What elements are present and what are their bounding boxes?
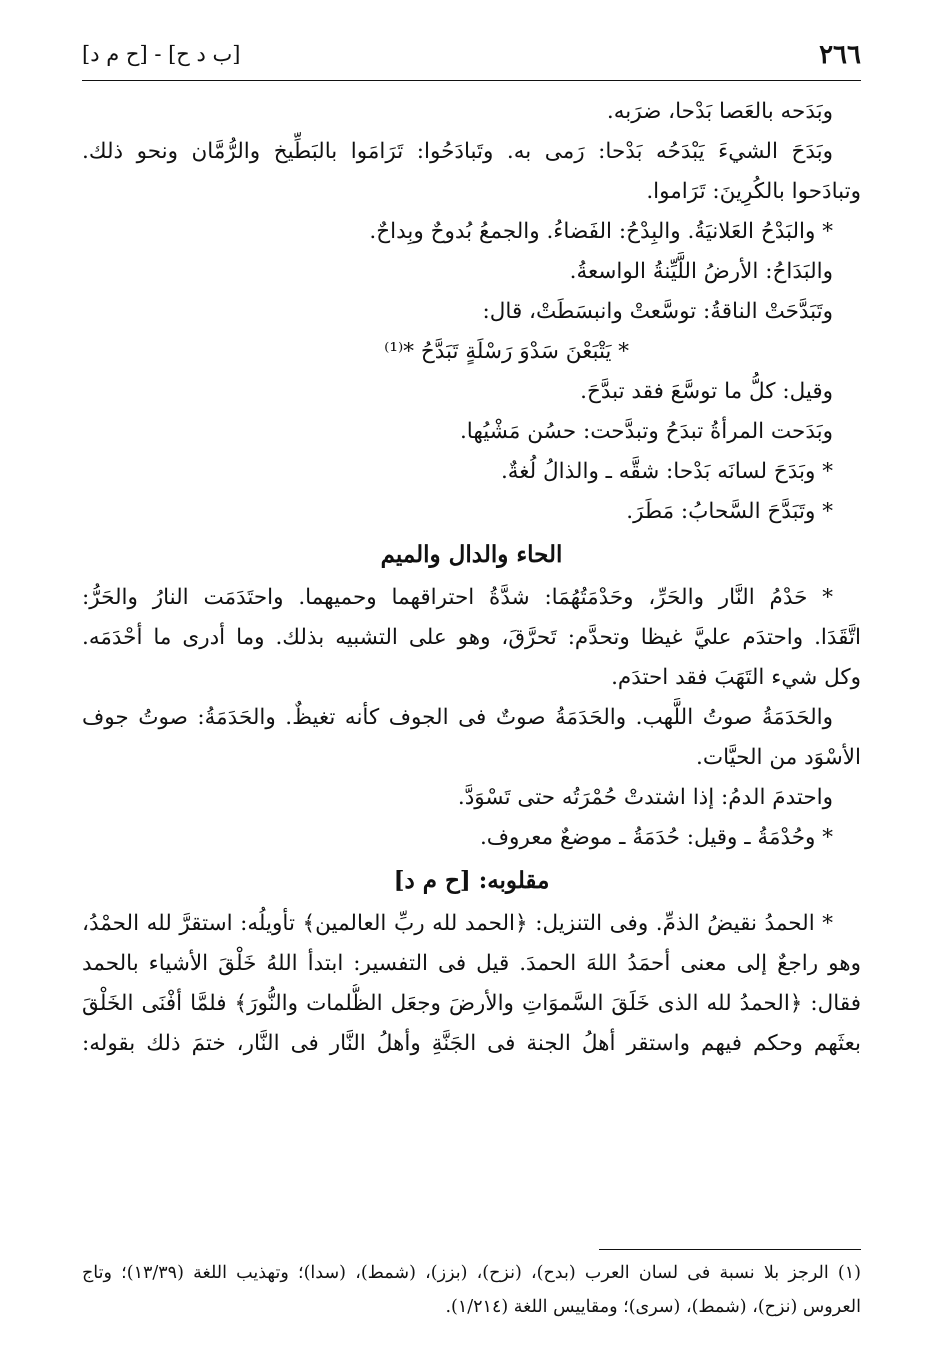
footnotes: [82, 1256, 861, 1324]
text-line: الأسْوَد من الحيَّات.: [696, 745, 861, 770]
section-heading: الحاء والدال والميم: [380, 541, 563, 568]
text-line: * وتَبَدَّحَ السَّحابُ: مَطَرَ.: [626, 499, 833, 524]
text-line: * حَدْمُ النَّار والحَرِّ، وحَدْمَتُهُمَا: شدَّةُ احتراقهما وحميهما. واحتَدَمَت النارُ والحَرُّ:: [82, 585, 833, 610]
text-line: وتبادَحوا بالكُرِينَ: تَرَاموا.: [646, 179, 861, 204]
page-header: [82, 36, 861, 81]
text-line: واحتدمَ الدمُ: إذا اشتدتْ حُمْرَتُه حتى تَسْوَدَّ.: [457, 785, 833, 810]
header-roots: [ب د ح] - [ح م د]: [82, 42, 241, 66]
text-line: وهو راجعٌ إلى معنى أحمَدُ اللهَ الحمدَ. قيل فى التفسير: ابتدأ اللهُ خَلْقَ الأشياء بالحمد: [82, 951, 861, 976]
text-line: * والبَدْحُ العَلانيَةُ. والبِدْحُ: الفَضاءُ. والجمعُ بُدوحٌ وبِداحٌ.: [369, 219, 833, 244]
text-line: والحَدَمَةُ صوتُ اللَّهب. والحَدَمَةُ صوتٌ فى الجوف كأنه تغيظٌ. والحَدَمَةُ: صوتُ جوف: [82, 705, 833, 730]
text-line: * وبَدَحَ لسانَه بَدْحا: شقَّه ـ والذالُ لُغةٌ.: [500, 459, 833, 484]
text-line: وبَدَحه بالعَصا بَدْحا، ضرَبه.: [606, 99, 833, 124]
text-line: وكل شيء التَهَبَ فقد احتدَم.: [611, 665, 861, 690]
text-line: وتَبَدَّحَتْ الناقةُ: توسَّعتْ وانبسَطَتْ، قال:: [482, 299, 833, 324]
footnote-line: العروس (نزح)، (شمط)، (سرى)؛ ومقاييس اللغة (١/٢١٤).: [445, 1297, 861, 1317]
text-line: * يَتْبَعْنَ سَدْوَ رَسْلَةٍ تَبَدَّحُ *⁽¹⁾: [384, 339, 629, 364]
footnote-divider: [599, 1249, 861, 1250]
text-line: بعثَهم وحكم فيهم واستقر أهلُ الجنة فى الجَنَّةِ وأهلُ النَّار فى النَّار، ختمَ ذلك بقوله:: [82, 1031, 861, 1056]
text-line: * وحُدْمَةُ ـ وقيل: حُدَمَةُ ـ موضعٌ معروف.: [479, 825, 833, 850]
text-line: اتَّقَدَا. واحتدَم عليَّ غيظا وتحدَّم: تَحرَّقَ، وهو على التشبيه بذلك. وما أدرى ما أحْدَمَه.: [82, 625, 861, 650]
text-line: والبَدَاحُ: الأرضُ اللَّيِّنةُ الواسعةُ.: [569, 259, 833, 284]
text-line: وبَدَحَ الشيءَ يَبْدَحُه بَدْحا: رَمى به. وتَبادَحُوا: تَرَامَوا بالبَطِّيخ والرُّمَّان ونحو ذلك.: [82, 139, 833, 164]
text-line: * الحمدُ نقيضُ الذمِّ. وفى التنزيل: ﴿الحمد لله ربِّ العالمين﴾ تأويلُه: استقرَّ لله الحمْدُ،: [82, 911, 833, 936]
section-heading: مقلوبه: [ح م د]: [393, 867, 550, 894]
main-text: [82, 92, 861, 1064]
page-number: ٢٦٦: [819, 40, 861, 70]
text-line: وبَدَحت المرأةُ تبدَحُ وتبدَّحت: حسُن مَشْيُها.: [459, 419, 833, 444]
text-line: فقال: ﴿الحمدُ لله الذى خَلَقَ السَّموَاتِ والأرضَ وجعَل الظُّلمات والنُّورَ﴾ فلمَّا أفْنَى الخَلْقَ: [82, 991, 861, 1016]
text-line: وقيل: كلُّ ما توسَّعَ فقد تبدَّحَ.: [580, 379, 833, 404]
footnote-line: (١) الرجز بلا نسبة فى لسان العرب (بدح)، (نزح)، (بزز)، (شمط)، (سدا)؛ وتهذيب اللغة (١٣/٣٩)؛ وتاج: [82, 1263, 861, 1283]
